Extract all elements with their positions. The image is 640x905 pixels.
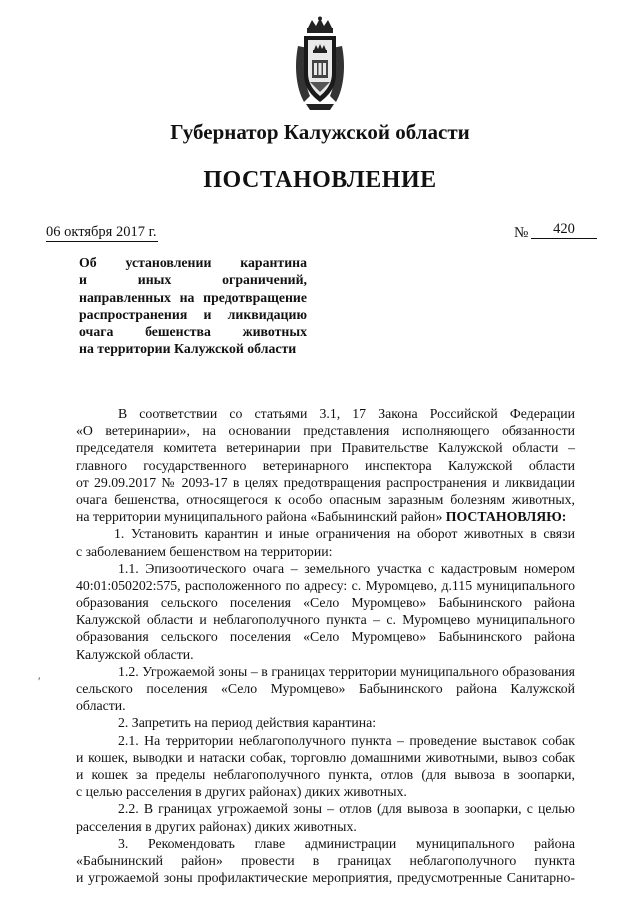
issuing-authority: Губернатор Калужской области (170, 120, 470, 144)
number-sign: № (514, 225, 529, 241)
document-number: 420 (531, 220, 597, 239)
body-line: и кошек за пределы неблагополучного пункта, отлов (для вывоза в зоопарки, (76, 766, 575, 782)
subject-line: направленных на предотвращение (79, 289, 307, 305)
document-date: 06 октября 2017 г. (46, 224, 157, 240)
body-line: «О ветеринарии», на основании представления исполняющего обязанности (76, 423, 575, 439)
body-line: и кошек, выводки и натаски собак, торговлю домашними животными, вывоз собак (76, 749, 575, 765)
subject-line: Об установлении карантина (79, 255, 307, 270)
body-line: 2.2. В границах угрожаемой зоны – отлов (для вывоза в зоопарки, с целью (118, 801, 575, 817)
document-body (76, 405, 575, 886)
resolve-word: ПОСТАНОВЛЯЮ: (445, 509, 567, 525)
body-line: и угрожаемой зоны профилактические мероприятия, предусмотренные Санитарно- (76, 870, 575, 886)
body-line: расселения в других районах) диких животных. (76, 818, 357, 834)
body-line: с целью расселения в других районах) диких животных. (76, 784, 407, 800)
body-line: Калужской области. (76, 646, 194, 662)
subject-line: и иных ограничений, (79, 272, 307, 288)
margin-mark: ′ (38, 674, 41, 688)
body-line: образования сельского поселения «Село Муромцево» Бабынинского района (76, 595, 575, 611)
body-line: 1. Установить карантин и иные ограничения на оборот животных в связи (114, 526, 575, 542)
body-line (76, 508, 575, 525)
body-line: главного государственного ветеринарного инспектора Калужской области (76, 457, 575, 473)
document-subject (79, 254, 307, 358)
body-line-text: на территории муниципального района «Бабынинский район» (76, 509, 443, 525)
document-type-title: ПОСТАНОВЛЕНИЕ (203, 167, 437, 193)
body-line: от 29.09.2017 № 2093-17 в целях предотвращения распространения и ликвидации (76, 474, 575, 490)
body-line: «Бабынинский район» провести в границах неблагополучного пункта (76, 852, 575, 868)
subject-line: распространения и ликвидацию (79, 306, 307, 322)
body-line: области. (76, 698, 126, 714)
body-line: 2. Запретить на период действия карантина: (118, 715, 377, 731)
subject-line: на территории Калужской области (79, 341, 297, 357)
body-line: председателя комитета ветеринарии при Правительстве Калужской области – (76, 440, 575, 456)
body-line: образования сельского поселения «Село Муромцево» Бабынинского района (76, 629, 575, 645)
body-line: 1.1. Эпизоотического очага – земельного участка с кадастровым номером (118, 560, 575, 576)
subject-line: очага бешенства животных (79, 324, 307, 340)
body-line: 2.1. На территории неблагополучного пункта – проведение выставок собак (118, 732, 575, 748)
body-line: В соответствии со статьями 3.1, 17 Закона Российской Федерации (118, 406, 575, 421)
body-line: с заболеванием бешенством на территории: (76, 543, 333, 559)
body-line: 3. Рекомендовать главе администрации муниципального района (118, 835, 575, 851)
coat-of-arms-icon (290, 16, 350, 112)
body-line: 1.2. Угрожаемой зоны – в границах территории муниципального образования (118, 663, 575, 679)
body-line: очага бешенства, относящегося к особо опасным заразным болезням животных, (76, 491, 575, 507)
body-line: сельского поселения «Село Муромцево» Бабынинского района Калужской (76, 681, 575, 696)
body-line: Калужской области и неблагополучного пункта – с. Муромцево муниципального (76, 612, 575, 628)
body-line: 40:01:050202:575, расположенного по адресу: с. Муромцево, д.115 муниципального (76, 577, 575, 593)
